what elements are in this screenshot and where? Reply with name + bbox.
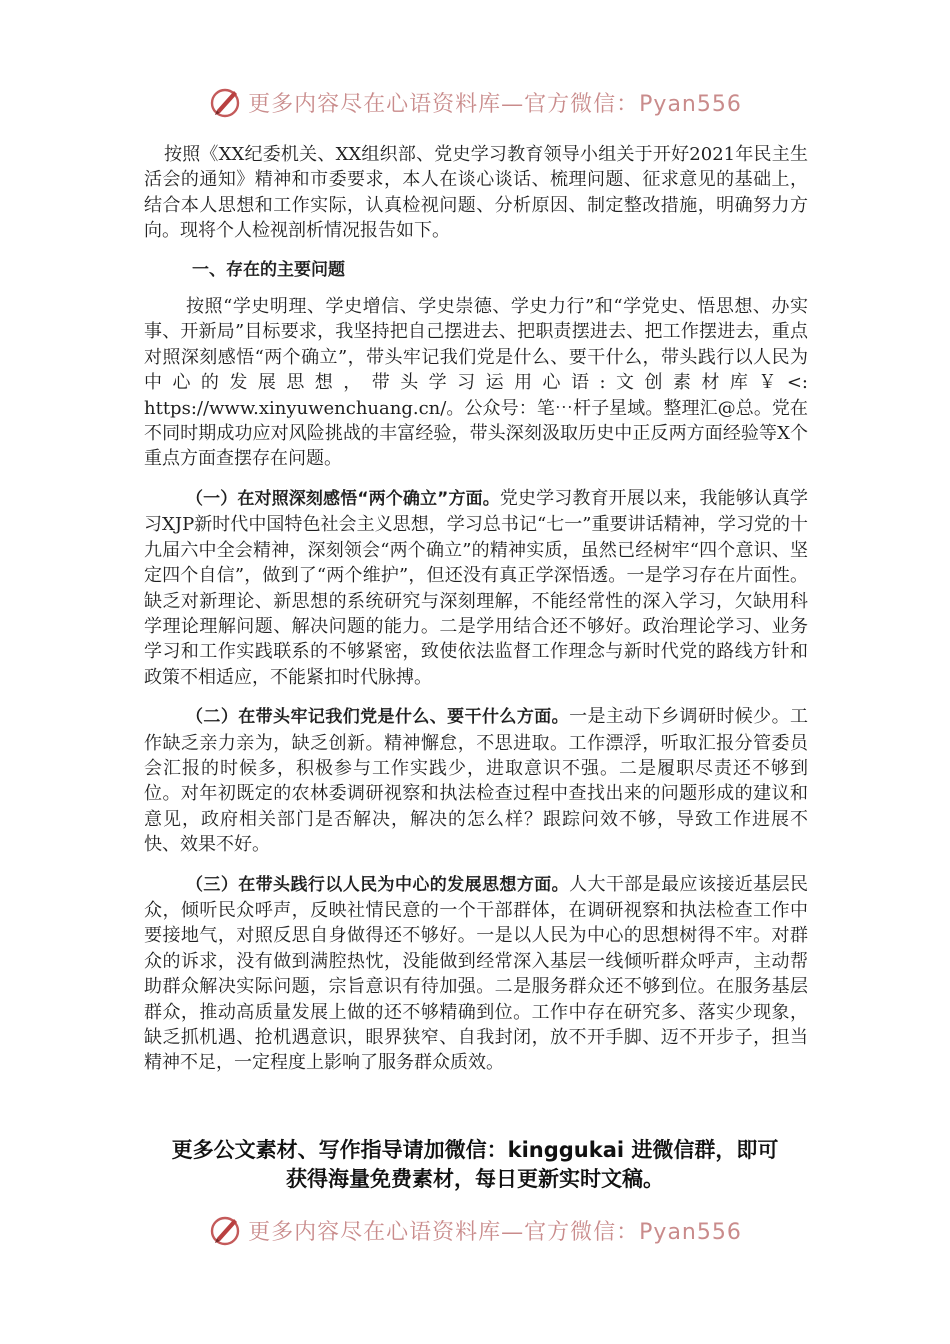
item-paragraph-2 [144,704,808,857]
intro-paragraph: 按照《XX纪委机关、XX组织部、党史学习教育领导小组关于开好2021年民主生活会的通知》精神和市委要求，本人在谈心谈话、梳理问题、征求意见的基础上，结合本人思想和工作实际，认真检视问题、分析原因、制定整改措施，明确努力方向。现将个人检视剖析情况报告如下。 [144,144,808,242]
item-title-2: （二）在带头牢记我们党是什么、要干什么方面。 [186,707,570,728]
promo-line-2: 获得海量免费素材，每日更新实时文稿。 [286,1167,664,1191]
item-title-1: （一）在对照深刻感悟“两个确立”方面。 [186,488,500,509]
watermark-prefix: 更多内容尽在心语资料库—官方微信： [248,91,640,117]
item-body-1: 党史学习教育开展以来，我能够认真学习XJP新时代中国特色社会主义思想，学习总书记“七一”重要讲话精神，学习党的十九届六中全会精神，深刻领会“两个确立”的精神实质，虽然已经树牢“四个意识、坚定四个自信”，做到了“两个维护”，但还没有真正学深悟透。一是学习存在片面性。缺乏对新理论、新思想的系统研究与深刻理解，不能经常性的深入学习，欠缺用科学理论理解问题、解决问题的能力。二是学用结合还不够好。政治理论学习、业务学习和工作实践联系的不够紧密，致使依法监督工作理念与新时代党的路线方针和政策不相适应，不能紧扣时代脉搏。 [144,487,808,688]
pen-logo-icon [208,1213,242,1247]
watermark-wechat: Pyan556 [639,1219,742,1245]
item-paragraph-1 [144,486,808,690]
item-body-3: 人大干部是最应该接近基层民众，倾听民众呼声，反映社情民意的一个干部群体，在调研视察和执法检查工作中要接地气，对照反思自身做得还不够好。一是以人民为中心的思想树得不牢。对群众的诉求，没有做到满腔热忱，没能做到经常深入基层一线倾听群众呼声，主动帮助群众解决实际问题，宗旨意识有待加强。二是服务群众还不够到位。在服务基层群众，推动高质量发展上做的还不够精确到位。工作中存在研究多、落实少现象，缺乏抓机遇、抢机遇意识，眼界狭窄、自我封闭，放不开手脚、迈不开步子，担当精神不足，一定程度上影响了服务群众质效。 [144,873,809,1074]
watermark-wechat: Pyan556 [639,91,742,117]
overview-paragraph: 按照“学史明理、学史增信、学史崇德、学史力行”和“学党史、悟思想、办实事、开新局”目标要求，我坚持把自己摆进去、把职责摆进去、把工作摆进去，重点对照深刻感悟“两个确立”，带头牢记我们党是什么、要干什么，带头践行以人民为中心的发展思想，带头学习运用心语:文创素材库￥<: https://www.xinyuwenchuang.cn/。公众号：笔⋯杆子星域。整理汇@总。党在不同时期成功应对风险挑战的丰富经验，带头深刻汲取历史中正反两方面经验等X个重点方面查摆存在问题。 [144,296,808,470]
promo-line-1: 更多公文素材、写作指导请加微信：kinggukai 进微信群，即可 [171,1138,779,1162]
item-body-2: 一是主动下乡调研时候少。工作缺乏亲力亲为，缺乏创新。精神懈怠，不思进取。工作漂浮，听取汇报分管委员会汇报的时候多，积极参与工作实践少，进取意识不强。二是履职尽责还不够到位。对年初既定的农林委调研视察和执法检查过程中查找出来的问题形成的建议和意见，政府相关部门是否解决，解决的怎么样？跟踪问效不够，导致工作进展不快、效果不好。 [144,706,809,856]
pen-logo-icon [208,85,242,119]
promo-notice [100,1136,850,1194]
watermark-prefix: 更多内容尽在心语资料库—官方微信： [248,1219,640,1245]
item-title-3: （三）在带头践行以人民为中心的发展思想方面。 [186,874,570,895]
watermark-footer [0,1208,950,1252]
watermark-header [0,80,950,124]
section-heading: 一、存在的主要问题 [192,259,345,280]
document-body [144,142,808,1090]
item-paragraph-3 [144,872,808,1076]
